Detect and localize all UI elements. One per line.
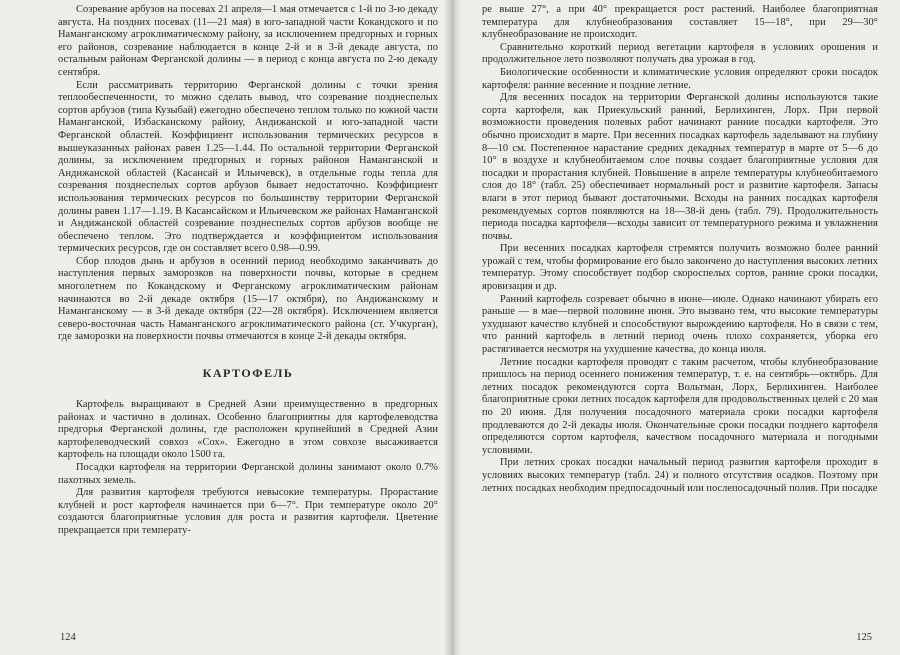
page-number-left: 124 <box>60 632 76 643</box>
right-paragraph-4: При весенних посадках картофеля стремятся получить возможно более ранний урожай с тем, чтобы формирование его было закончено до наступления высоких летних температур. Этому способствует подбор скороспелых сортов, ранние сроки посадки, яровизация и др. <box>482 243 878 293</box>
left-paragraph-3: Сбор плодов дынь и арбузов в осенний период необходимо заканчивать до наступления первых заморозков на поверхности почвы, которые в среднем многолетнем по Кокандскому и Ферганскому агроклиматическим районам начинаются во 2-й декаде октября (15—17 октября), по Андижанскому и Наманганскому — в 3-й декаде октября (22—28 октября). Исключением является северо-восточная часть Наманганского агроклиматического района (ст. Учкурган), где заморозки на поверхности почвы отмечаются в конце 2-й декады октября. <box>58 255 438 343</box>
right-paragraph-3: Для весенних посадок на территории Ферганской долины используются такие сорта картофеля, как Приекульский ранний, Берлихинген, Лорх. При первой возможности проведения полевых работ начинают ранние посадки картофеля. Это обычно происходит в марте. При весенних посадках картофель заделывают на глубину 8—10 см. Постепенное нарастание средних декадных температур в марте от 5—6 до 10° в воздухе и клубнеобитаемом слое почвы создает благоприятные условия для посадки и прорастания клубней. Повышение в апреле температуры клубнеобитаемого слоя до 18° (табл. 25) обеспечивает нормальный рост и развитие картофеля. Запасы влаги в этот период бывают достаточными. Всходы на ранних посадках картофеля рекомендуемых сортов появляются на 18—38-й день (табл. 79). Продолжительность периода посадка картофеля—всходы зависит от температурного режима и увлажнения почвы. <box>482 92 878 242</box>
left-paragraph-1: Созревание арбузов на посевах 21 апреля—1 мая отмечается с 1-й по 3-ю декаду августа. На поздних посевах (11—21 мая) в юго-западной части Кокандского и по Наманганскому агроклиматическому району, за исключением предгорных и горных его районов, созревание наблюдается в конце 2-й и в 3-й декаде августа, по остальным районам Ферганской долины — в период с конца августа по 2-ю декаду сентября. <box>58 4 438 78</box>
right-paragraph-7: При летних сроках посадки начальный период развития картофеля проходит в условиях высоких температур (табл. 24) и полного отсутствия осадков. Поэтому при летних посадках необходим предпосадочный или послепосадочный полив. При посадке <box>482 457 878 494</box>
page-number-right: 125 <box>856 632 872 643</box>
left-paragraph-4: Картофель выращивают в Средней Азии преимущественно в предгорных районах и частично в долинах. Особенно благоприятны для картофелеводства предгорья Ферганской долины, где расположен крупнейший в Средней Азии картофелеводческий совхоз «Сох». Ежегодно в этом совхозе высаживается картофель на площади около 1500 га. <box>58 399 438 461</box>
book-gutter-shadow <box>444 0 462 655</box>
left-paragraph-6: Для развития картофеля требуются невысокие температуры. Прорастание клубней и рост картофеля начинается при 6—7°. При температуре около 20° создаются благоприятные условия для роста и развития картофеля. Цветение прекращается при температу- <box>58 487 438 536</box>
right-paragraph-6: Летние посадки картофеля проводят с таким расчетом, чтобы клубнеобразование пришлось на период осеннего понижения температур, т. е. на сентябрь—октябрь. Для летних посадок рекомендуются сорта Вольтман, Лорх, Берлихинген. Наиболее благоприятные сроки летних посадок картофеля для продовольственных целей с 20 мая по 20 июня. Для получения посадочного материала сроки посадки картофеля продлеваются до 2-й декады июля. Окончательные сроки посадки позднего картофеля определяются сортом картофеля, качеством посадочного материала и погодными условиями. <box>482 356 878 456</box>
left-paragraph-5: Посадки картофеля на территории Ферганской долины занимают около 0.7% пахотных земель. <box>58 462 438 486</box>
right-paragraph-5: Ранний картофель созревает обычно в июне—июле. Однако начинают убирать его раньше — в мае—первой половине июня. Это вызвано тем, что высокие температуры ухудшают качество клубней и способствуют вырождению картофеля. Но в связи с тем, что ранний картофель в летний период очень плохо сохраняется, уборка его растягивается несмотря на ухудшение качества, до конца июля. <box>482 293 878 356</box>
right-page <box>452 0 900 655</box>
section-heading: КАРТОФЕЛЬ <box>202 366 294 381</box>
right-paragraph-2: Биологические особенности и климатические условия определяют сроки посадок картофеля: ранние весенние и поздние летние. <box>482 66 878 91</box>
left-paragraph-2: Если рассматривать территорию Ферганской долины с точки зрения теплообеспеченности, то можно сделать вывод, что созревание позднеспелых сортов арбузов (типа Кузыбай) ежегодно обеспечено теплом только по южной части Наманганской, Избасканскому району, Андижанской и юго-западной части Ферганской областей. Коэффициент использования термических ресурсов в вышеуказанных районах равен 1.25—1.44. По остальной территории Ферганской долины, за исключением предгорных и горных районов Наманганской и Андижанской областей (Касансай и Ильичевск), в отдельные годы тепла для созревания позднеспелых сортов арбузов бывает недостаточно. Коэффициент использования термических ресурсов по большинству территории Ферганской долины равен 1.17—1.19. В Касансайском и Ильичевском же районах Наманганской и Андижанской областей созревание позднеспелых сортов арбузов вообще не обеспечено теплом. Это подтверждается и коэффициентом использования термических ресурсов, где он составляет всего 0.98—0.99. <box>58 79 438 255</box>
right-paragraph-continued: ре выше 27°, а при 40° прекращается рост растений. Наиболее благоприятная температура для клубнеобразования составляет 15—18°, при 29—30° клубнеобразование не происходит. <box>482 4 878 41</box>
right-paragraph-1: Сравнительно короткий период вегетации картофеля в условиях орошения и продолжительное лето позволяют получать два урожая в год. <box>482 41 878 66</box>
